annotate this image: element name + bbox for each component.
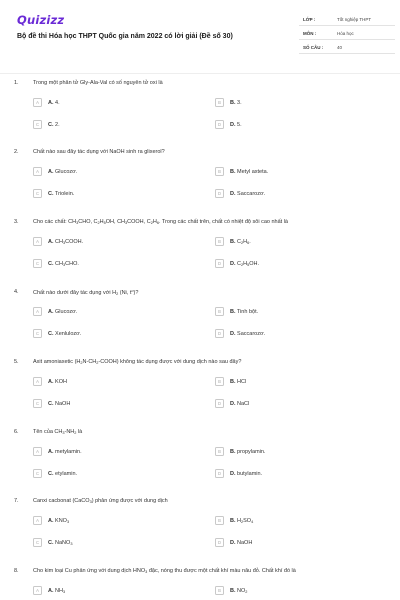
option-text: B. $H_2SO_4$ <box>230 517 254 524</box>
option-letter-box: D <box>215 189 224 198</box>
meta-value: Tốt nghiệp THPT <box>337 17 372 22</box>
option-letter-box: C <box>33 189 42 198</box>
option-text: D. NaOH <box>230 539 253 546</box>
option-letter-box: A <box>33 237 42 246</box>
option-text: A. 4. <box>48 99 60 106</box>
option-text: A. Glucozơ. <box>48 308 78 315</box>
option-text: B. Tinh bột. <box>230 308 259 315</box>
option-letter-box: C <box>33 329 42 338</box>
meta-key: MÔN : <box>303 31 317 36</box>
question-text: Trong một phân tử Gly-Ala-Val có số nguyên tử oxi là <box>33 80 163 86</box>
option-letter-box: A <box>33 167 42 176</box>
question-number: 6. <box>14 429 19 435</box>
question-text: Tên của $CH_3-NH_2$ là <box>33 429 83 435</box>
option-text: D. NaCl <box>230 400 250 407</box>
option-letter-box: A <box>33 516 42 525</box>
option-text: B. Metyl axteta. <box>230 168 269 175</box>
option-text: A. $CH_3COOH$. <box>48 238 84 245</box>
option-letter-box: A <box>33 447 42 456</box>
option-letter-box: A <box>33 377 42 386</box>
option-text: C. etylamin. <box>48 470 78 477</box>
option-text: B. $NO_2$ <box>230 587 248 594</box>
question-text: Chất nào sau đây tác dụng với NaOH sinh ra glixerol? <box>33 149 165 155</box>
option-text: D. 5. <box>230 121 242 128</box>
option-text: B. propylamin. <box>230 448 266 455</box>
option-letter-box: C <box>33 399 42 408</box>
option-letter-box: C <box>33 259 42 268</box>
question-text: Cho kim loại Cu phản ứng với dung dịch $HNO_3$ đặc, nóng thu được một chất khí màu nâu đỏ. Chất khí đó là <box>33 568 296 574</box>
option-letter-box: B <box>215 377 224 386</box>
option-letter-box: A <box>33 307 42 316</box>
meta-key: SỐ CÂU : <box>303 45 324 50</box>
quizizz-logo: Quizizz <box>17 13 65 27</box>
option-letter-box: C <box>33 469 42 478</box>
option-letter-box: A <box>33 98 42 107</box>
option-text: A. $KNO_3$ <box>48 517 70 524</box>
option-text: C. $CH_3CHO$. <box>48 260 79 267</box>
option-text: C. 2. <box>48 121 60 128</box>
option-letter-box: B <box>215 237 224 246</box>
option-letter-box: B <box>215 586 224 595</box>
option-text: B. HCl <box>230 378 247 385</box>
option-letter-box: D <box>215 469 224 478</box>
option-text: C. Xenlulozơ. <box>48 330 82 337</box>
option-letter-box: C <box>33 538 42 547</box>
question-text: Canxi cacbonat (CaCO$_3$) phản ứng được với dung dịch <box>33 498 168 504</box>
option-letter-box: D <box>215 120 224 129</box>
option-text: C. NaNO$_3$ <box>48 539 73 546</box>
option-letter-box: D <box>215 399 224 408</box>
question-number: 3. <box>14 219 19 225</box>
question-number: 7. <box>14 498 19 504</box>
option-letter-box: A <box>33 586 42 595</box>
option-text: D. butylamin. <box>230 470 263 477</box>
option-letter-box: D <box>215 329 224 338</box>
worksheet-header <box>0 0 400 66</box>
meta-row-subject <box>299 27 395 40</box>
option-letter-box: B <box>215 167 224 176</box>
option-letter-box: B <box>215 516 224 525</box>
option-letter-box: B <box>215 98 224 107</box>
meta-row-count <box>299 41 395 54</box>
question-text: Axit amoniaxetic $(H_2N-CH_2-COOH)$ không tác dụng được với dung dịch nào sau đây? <box>33 359 242 365</box>
option-text: D. Saccarozơ. <box>230 190 266 197</box>
option-text: D. $C_2H_5OH$. <box>230 260 260 267</box>
option-text: B. $C_2H_6$. <box>230 238 251 245</box>
question-number: 4. <box>14 289 19 295</box>
option-text: A. metylamin. <box>48 448 82 455</box>
option-text: A. KOH <box>48 378 67 385</box>
option-letter-box: D <box>215 538 224 547</box>
option-letter-box: B <box>215 447 224 456</box>
worksheet-title: Bộ đề thi Hóa học THPT Quốc gia năm 2022 có lời giải (Đề số 30) <box>17 33 233 40</box>
meta-value: 40 <box>337 45 343 50</box>
question-text: Chất nào dưới đây tác dụng với $H_2$ (Ni, $t^o$)? <box>33 289 139 296</box>
meta-row-class <box>299 13 395 26</box>
option-text: A. Glucozơ. <box>48 168 78 175</box>
option-letter-box: D <box>215 259 224 268</box>
option-letter-box: C <box>33 120 42 129</box>
option-text: C. NaOH <box>48 400 71 407</box>
option-text: C. Triolein. <box>48 190 75 197</box>
meta-value: Hóa học <box>337 31 354 36</box>
question-text: Cho các chất: $CH_3CHO$, $C_2H_5OH$, $CH_3COOH$, $C_2H_6$. Trong các chất trên, chất có nhiệt độ sôi cao nhất là <box>33 219 288 225</box>
option-text: A. $NH_3$ <box>48 587 66 594</box>
meta-key: LỚP : <box>303 17 316 22</box>
question-number: 5. <box>14 359 19 365</box>
question-number: 1. <box>14 80 19 86</box>
option-text: D. Saccarozơ. <box>230 330 266 337</box>
question-number: 8. <box>14 568 19 574</box>
header-divider <box>0 73 400 74</box>
option-letter-box: B <box>215 307 224 316</box>
question-number: 2. <box>14 149 19 155</box>
option-text: B. 3. <box>230 99 242 106</box>
